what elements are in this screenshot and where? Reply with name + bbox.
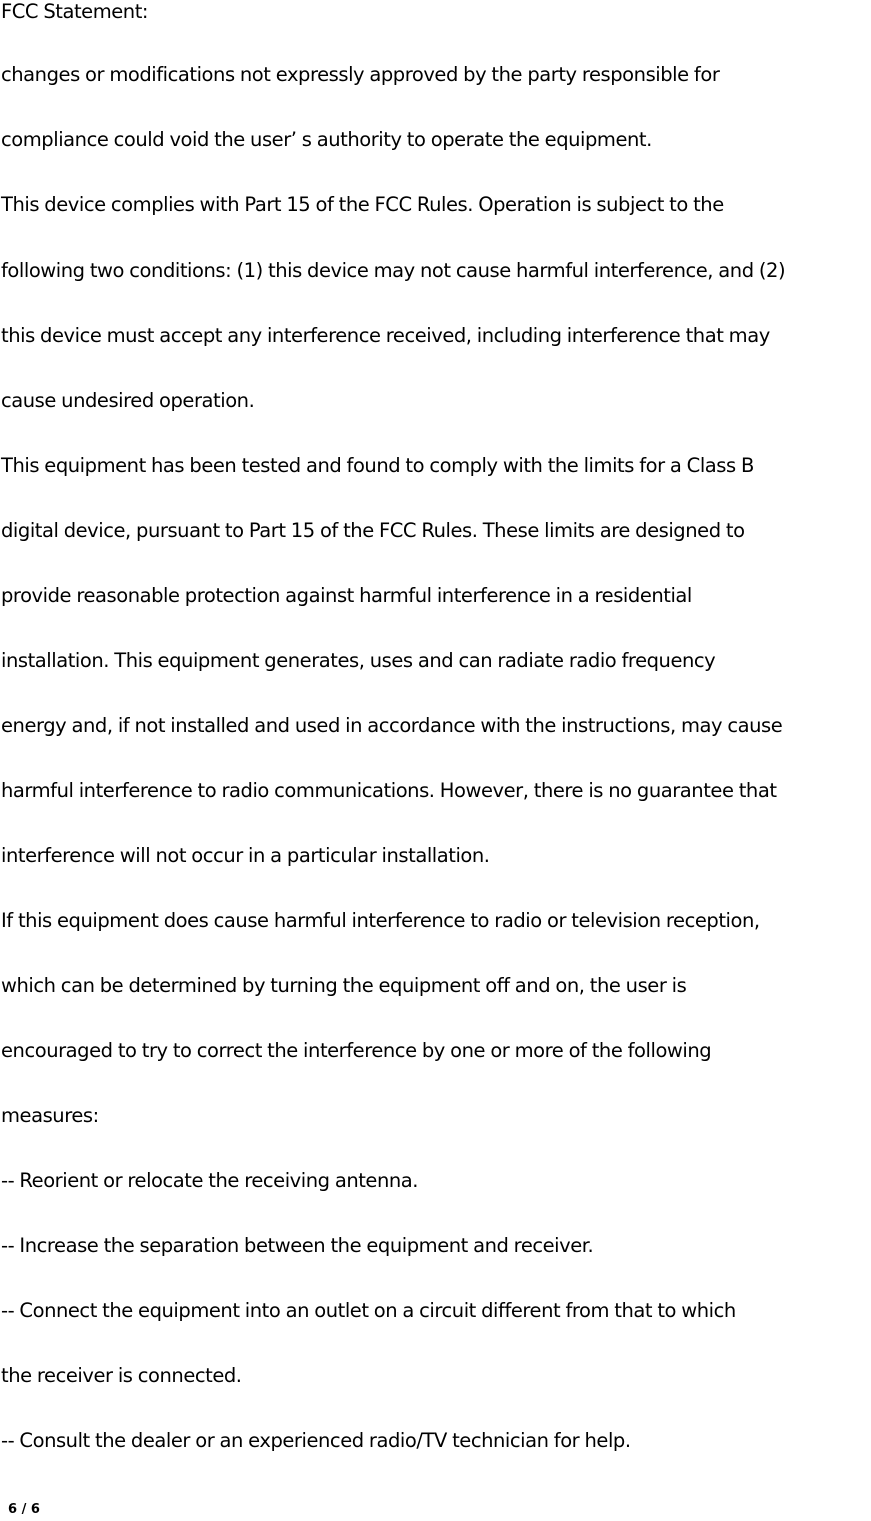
text-line: encouraged to try to correct the interference by one or more of the following [1,1039,712,1062]
text-line: interference will not occur in a particular installation. [1,844,490,867]
list-item: -- Connect the equipment into an outlet on a circuit different from that to which [1,1299,736,1322]
text-line: harmful interference to radio communications. However, there is no guarantee that [1,779,777,802]
text-line: provide reasonable protection against harmful interference in a residential [1,584,692,607]
text-line: installation. This equipment generates, uses and can radiate radio frequency [1,649,716,672]
text-line: following two conditions: (1) this device may not cause harmful interference, and (2) [1,259,786,282]
list-item: -- Consult the dealer or an experienced radio/TV technician for help. [1,1429,631,1452]
text-line: cause undesired operation. [1,389,255,412]
page-number: 6 / 6 [8,1502,40,1517]
text-line: digital device, pursuant to Part 15 of the FCC Rules. These limits are designed to [1,519,745,542]
statement-heading: FCC Statement: [1,0,149,23]
text-line: changes or modifications not expressly approved by the party responsible for [1,63,720,86]
text-line: If this equipment does cause harmful interference to radio or television reception, [1,909,760,932]
text-line: This device complies with Part 15 of the FCC Rules. Operation is subject to the [1,193,724,216]
text-line: measures: [1,1104,99,1127]
text-line: the receiver is connected. [1,1364,242,1387]
text-line: compliance could void the user’ s authority to operate the equipment. [1,128,652,151]
list-item: -- Increase the separation between the equipment and receiver. [1,1234,594,1257]
text-line: energy and, if not installed and used in accordance with the instructions, may cause [1,714,783,737]
list-item: -- Reorient or relocate the receiving antenna. [1,1169,419,1192]
text-line: This equipment has been tested and found to comply with the limits for a Class B [1,454,754,477]
text-line: this device must accept any interference received, including interference that may [1,324,770,347]
text-line: which can be determined by turning the equipment off and on, the user is [1,974,687,997]
